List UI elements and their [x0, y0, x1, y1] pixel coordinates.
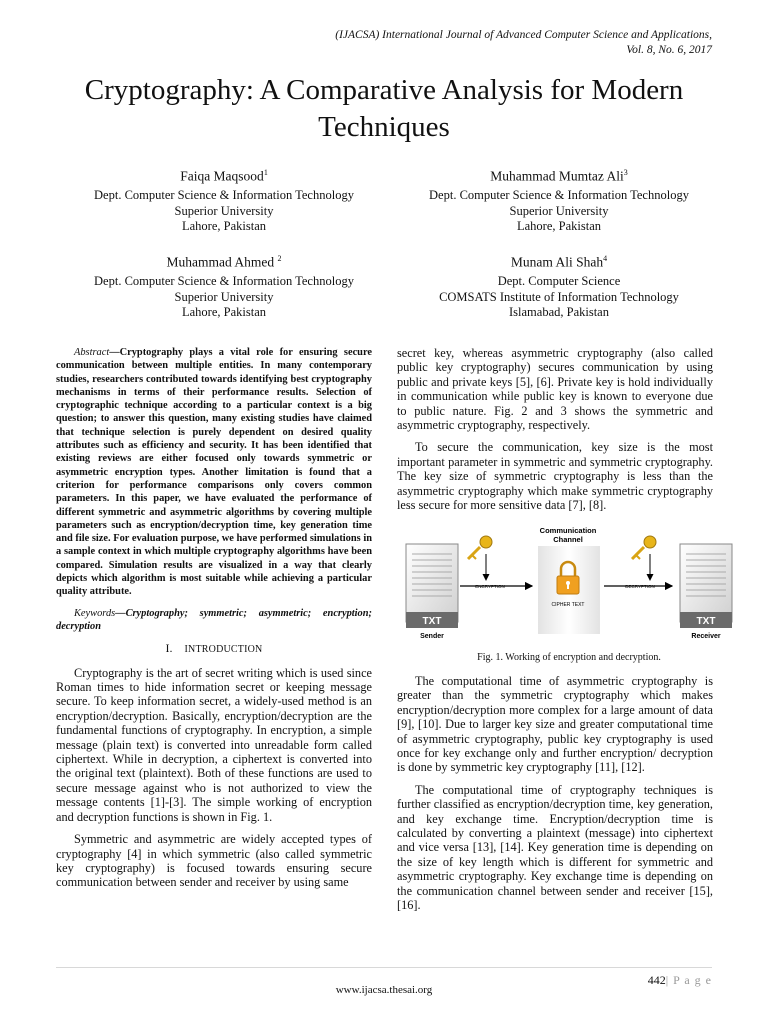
- cipher-text-label: CIPHER TEXT: [551, 602, 585, 608]
- footer-website: www.ijacsa.thesai.org: [335, 984, 433, 996]
- author-name: Muhammad Ahmed: [166, 254, 278, 270]
- paragraph: secret key, whereas asymmetric cryptography (also called public key cryptography) secures communication by using public and private keys [5], [6]. Private key is hold individually in communication while public key is known to everyone due to public nature. Fig. 2 and 3 shows the symmetric and asymmetric cryptography, respectively.: [397, 346, 713, 433]
- channel-label-1: Communication: [539, 526, 597, 535]
- section-number: I.: [165, 641, 173, 656]
- encryption-label: ENCRYPTION: [475, 584, 505, 589]
- journal-name: (IJACSA) International Journal of Advanced Computer Science and Applications,: [335, 29, 712, 41]
- author-dept: Dept. Computer Science: [497, 274, 621, 288]
- page-number-value: 442: [647, 973, 666, 987]
- author-loc: Lahore, Pakistan: [516, 219, 601, 233]
- left-column: [56, 346, 372, 898]
- key-icon: [632, 536, 656, 559]
- author-name: Muhammad Mumtaz Ali: [490, 168, 624, 184]
- author-dept: Dept. Computer Science & Information Technology: [429, 188, 689, 202]
- paragraph: The computational time of asymmetric cryptography is greater than the symmetric cryptography which makes encryption/decryption more complex for a large amount of data [9], [10]. Due to larger key size and greater computational time of asymmetric cryptography, public key cryptography is used once for key exchange only and further encryption/ decryption is done by symmetric key cryptography [11], [12].: [397, 674, 713, 775]
- author-name: Munam Ali Shah: [510, 254, 604, 270]
- abstract-label: Abstract: [74, 347, 110, 358]
- title-line-2: Techniques: [318, 111, 450, 143]
- section-title: INTRODUCTION: [184, 644, 263, 656]
- author-affil-num: 1: [263, 168, 268, 177]
- footer-divider: [56, 967, 712, 968]
- paragraph: Cryptography is the art of secret writing which is used since Roman times to hide information secret or keeping message secure. To keep information secret, a widely-used method is an encryption/decryption. Basically, encryption/decryption are the fundamental functions of cryptography. In encryption, a simple message (plain text) is converted into unreadable form called ciphertext. While in decryption, a ciphertext is converted into the original text (plaintext). Both of these functions are used to secure message against who is not authorized to view the message contents [1]-[3]. The simple working of encryption and decryption functions is shown in Fig. 1.: [56, 665, 372, 824]
- author-inst: Superior University: [174, 289, 274, 304]
- receiver-label: Receiver: [691, 633, 721, 640]
- author-affil-num: 4: [603, 254, 608, 263]
- figure-caption: Fig. 1. Working of encryption and decryption.: [477, 652, 661, 663]
- author-dept: Dept. Computer Science & Information Technology: [94, 188, 354, 202]
- journal-header: [192, 28, 712, 58]
- channel-label-2: Channel: [553, 535, 583, 544]
- journal-volume: Vol. 8, No. 6, 2017: [626, 44, 712, 56]
- page-word: | P a g e: [665, 973, 712, 987]
- author-name: Faiqa Maqsood: [180, 168, 264, 184]
- paragraph: To secure the communication, key size is the most important parameter in symmetric and symmetric cryptography. The key size of symmetric cryptography is less than the asymmetric cryptography which make symmetric cryptography less secure for more sensitive data [7], [8].: [397, 440, 713, 513]
- section-heading-introduction: [56, 641, 372, 657]
- keywords: [56, 607, 372, 634]
- keywords-text: —Cryptography; symmetric; asymmetric; encryption; decryption: [56, 607, 372, 632]
- paragraph: Symmetric and asymmetric are widely accepted types of cryptography [4] in which symmetric (also called symmetric key cryptography) is focused towards ensuring secure communication between sender and receiver by using same: [56, 832, 372, 890]
- txt-right-label: TXT: [696, 616, 716, 627]
- author-affil-num: 3: [623, 168, 628, 177]
- author-block-3: [394, 165, 724, 235]
- author-loc: Lahore, Pakistan: [181, 305, 266, 319]
- paper-title: [40, 72, 728, 146]
- abstract: [56, 346, 372, 599]
- key-icon: [468, 536, 492, 559]
- keywords-label: Keywords: [74, 607, 116, 619]
- author-block-1: [59, 165, 389, 235]
- author-loc: Lahore, Pakistan: [181, 219, 266, 233]
- author-inst: COMSATS Institute of Information Technology: [439, 289, 679, 304]
- txt-left-label: TXT: [422, 616, 442, 627]
- author-dept: Dept. Computer Science & Information Technology: [94, 274, 354, 288]
- author-inst: Superior University: [509, 203, 609, 218]
- title-line-1: Cryptography: A Comparative Analysis for Modern: [84, 74, 684, 106]
- author-block-2: [59, 251, 389, 321]
- right-column-bottom: [397, 674, 713, 921]
- sender-label: Sender: [420, 633, 444, 640]
- author-inst: Superior University: [174, 203, 274, 218]
- author-affil-num: 2: [277, 254, 282, 263]
- abstract-text: —Cryptography plays a vital role for ensuring secure communication between multiple entities. In many contemporary studies, researchers contributed towards identifying best cryptography mechanisms in terms of their performance results. Selection of cryptographic technique according to a particular context is a big question; to answer this question, many existing studies have claimed that technique selection is purely dependent on desired quality attributes such as efficiency and security. It has been identified that existing reviews are either focused only towards symmetric or asymmetric encryption types. Another limitation is found that a criterion for performance comparisons only covers common parameters. In this paper, we have evaluated the performance of different symmetric and asymmetric algorithms by covering multiple parameters such as encryption/decryption time, key generation time and file size. For evaluation purpose, we have performed simulations in a sample context in which multiple cryptography algorithms have been compared. Simulation results are visualized in a way that clearly depicts which algorithm is most suitable while achieving a particular quality attribute.: [56, 347, 372, 598]
- author-block-4: [394, 251, 724, 321]
- figure-encryption-decryption: [400, 524, 738, 646]
- decryption-label: DECRYPTION: [625, 584, 655, 589]
- paragraph: The computational time of cryptography techniques is further classified as encryption/decryption time, key generation, and key exchange time. Encryption/decryption time is calculated by converting a plaintext (message) into ciphertext and vice versa [13], [14]. Key generation time is depending on the size of key length which is different for symmetric and asymmetric cryptography. Key exchange time is depending on the communication channel between sender and receiver [15], [16].: [397, 782, 713, 913]
- figure-diagram: [400, 524, 738, 646]
- author-loc: Islamabad, Pakistan: [509, 305, 609, 319]
- right-column-top: [397, 346, 713, 520]
